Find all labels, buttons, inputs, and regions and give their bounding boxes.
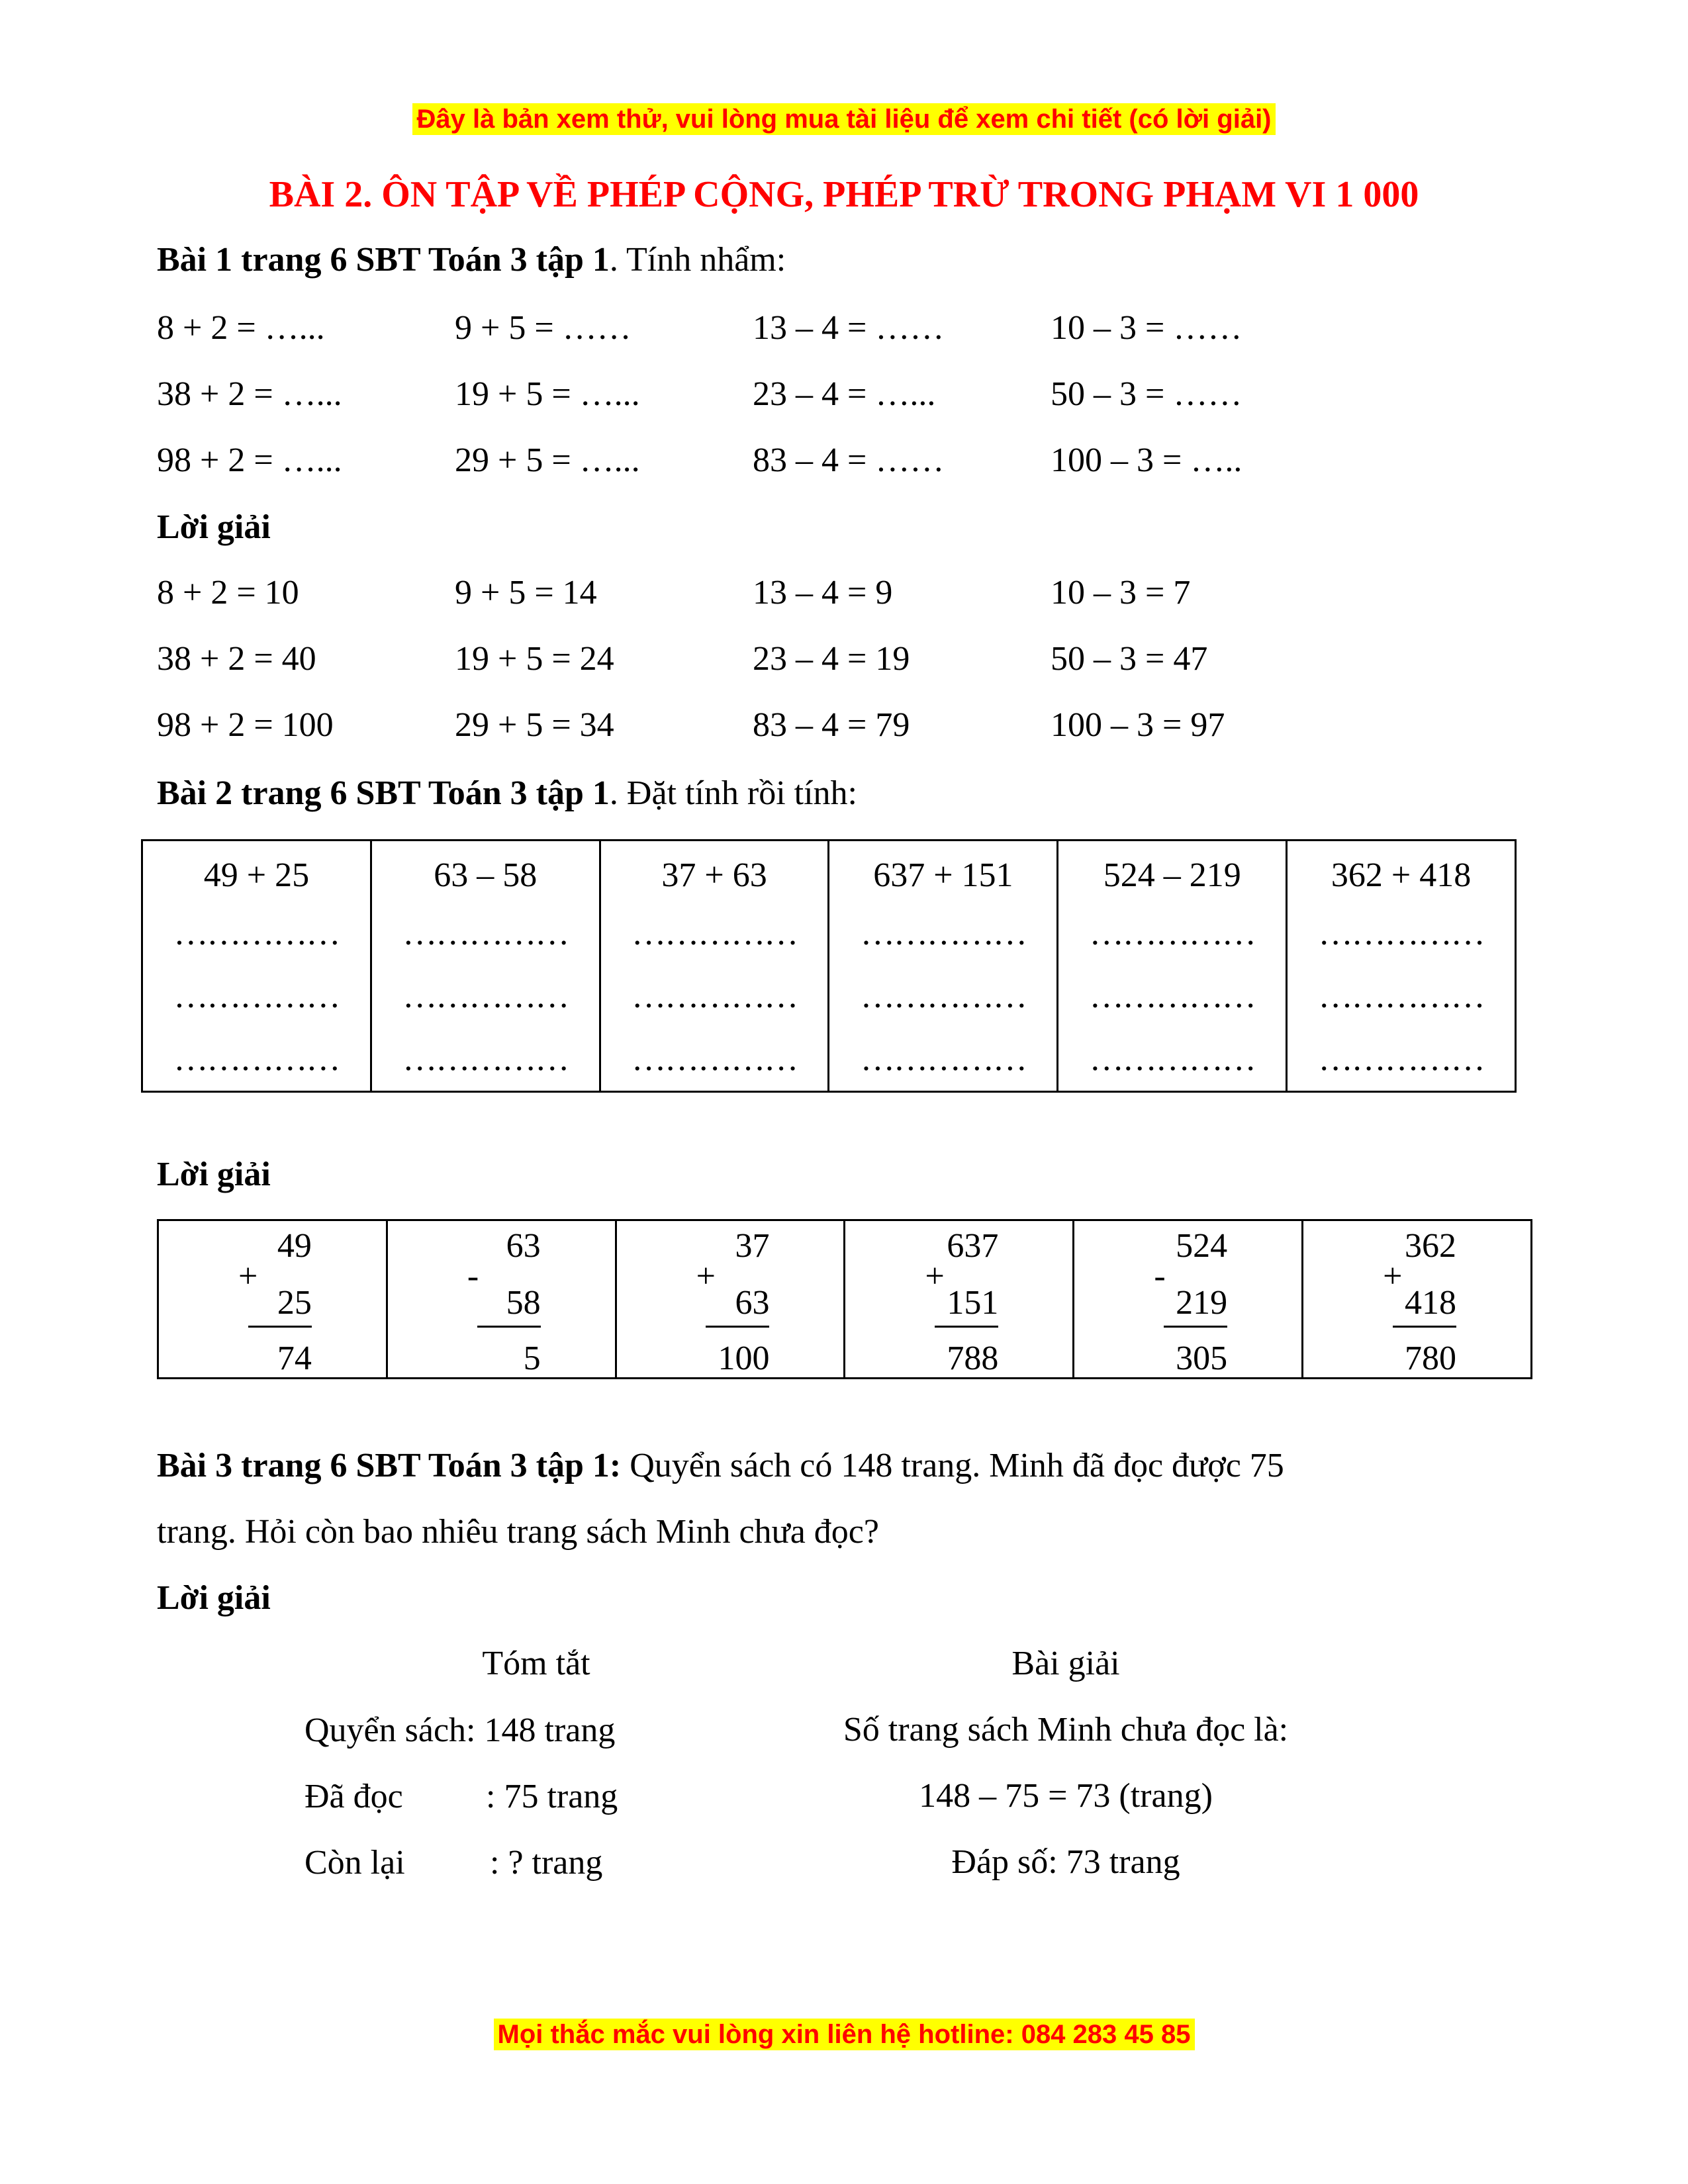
- ex1-answer: 50 – 3 = 47: [1051, 640, 1208, 678]
- ex2-cell: [829, 841, 1058, 1092]
- ex3-heading-bold: Bài 3 trang 6 SBT Toán 3 tập 1:: [157, 1447, 622, 1484]
- ex1-cell: 100 – 3 = …..: [1051, 441, 1243, 479]
- solution-line: Số trang sách Minh chưa đọc là:: [843, 1711, 1289, 1749]
- dots-line: ……………: [173, 978, 340, 1015]
- dots-line: ……………: [402, 1040, 569, 1078]
- ex1-heading-rest: . Tính nhẩm:: [609, 241, 786, 279]
- ex2-expression: 524 – 219: [1103, 856, 1241, 894]
- dots-line: ……………: [860, 915, 1026, 952]
- operator-sign: -: [1154, 1257, 1166, 1295]
- ex2-solution-table: [157, 1219, 1532, 1379]
- ex3-solution-label: Lời giải: [157, 1579, 271, 1617]
- result: 780: [1405, 1340, 1456, 1377]
- ex2-expression: 63 – 58: [434, 856, 538, 894]
- hotline-text: Mọi thắc mắc vui lòng xin liên hệ hotline: 084 283 45 85: [494, 2019, 1195, 2050]
- result: 788: [947, 1340, 999, 1377]
- operand-bottom: 58: [506, 1284, 541, 1322]
- summary-value: : ? trang: [490, 1844, 603, 1882]
- dots-line: ……………: [402, 978, 569, 1015]
- dots-line: ……………: [1318, 915, 1484, 952]
- ex2-cell: [600, 841, 829, 1092]
- ex1-answer: 23 – 4 = 19: [753, 640, 910, 678]
- ex2-expression: 362 + 418: [1331, 856, 1472, 894]
- ex1-row: [157, 441, 1481, 487]
- ex2-solution-cell: [1303, 1220, 1532, 1379]
- ex1-cell: 38 + 2 = …...: [157, 375, 342, 413]
- ex2-expression: 637 + 151: [873, 856, 1013, 894]
- result: 5: [523, 1340, 541, 1377]
- operand-top: 524: [1176, 1227, 1228, 1265]
- sum-rule: [477, 1326, 541, 1328]
- sum-rule: [1164, 1326, 1227, 1328]
- ex1-cell: 19 + 5 = …...: [455, 375, 640, 413]
- summary-value: : 148 trang: [466, 1711, 616, 1749]
- summary-label: Đã đọc: [305, 1778, 403, 1815]
- ex2-heading: [157, 773, 857, 814]
- ex2-solution-cell: [158, 1220, 387, 1379]
- result: 74: [277, 1340, 312, 1377]
- operand-bottom: 25: [277, 1284, 312, 1322]
- ex1-row: [157, 308, 1481, 355]
- operand-bottom: 219: [1176, 1284, 1228, 1322]
- dots-line: ……………: [860, 978, 1026, 1015]
- ex2-heading-rest: . Đặt tính rồi tính:: [609, 774, 858, 812]
- ex1-answer: 83 – 4 = 79: [753, 706, 910, 744]
- sum-rule: [248, 1326, 312, 1328]
- ex2-solution-cell: [845, 1220, 1074, 1379]
- ex1-answer: 13 – 4 = 9: [753, 574, 893, 612]
- ex2-heading-bold: Bài 2 trang 6 SBT Toán 3 tập 1: [157, 774, 610, 812]
- ex1-answer: 29 + 5 = 34: [455, 706, 614, 744]
- dots-line: ……………: [173, 1040, 340, 1078]
- sum-rule: [1393, 1326, 1456, 1328]
- ex1-answer: 19 + 5 = 24: [455, 640, 614, 678]
- ex2-solution-label: Lời giải: [157, 1156, 271, 1193]
- dots-line: ……………: [1089, 978, 1255, 1015]
- operand-top: 63: [506, 1227, 541, 1265]
- summary-label: Còn lại: [305, 1844, 405, 1882]
- ex1-cell: 9 + 5 = ……: [455, 309, 632, 347]
- operand-top: 637: [947, 1227, 999, 1265]
- ex1-solution-label: Lời giải: [157, 508, 271, 546]
- dots-line: ……………: [402, 915, 569, 952]
- ex1-answer-row: [157, 639, 1481, 686]
- operand-bottom: 418: [1405, 1284, 1456, 1322]
- summary-row: [305, 1843, 602, 1884]
- dots-line: ……………: [1089, 915, 1255, 952]
- ex1-answer: 98 + 2 = 100: [157, 706, 334, 744]
- ex1-answer: 100 – 3 = 97: [1051, 706, 1225, 744]
- preview-notice: [0, 105, 1688, 134]
- preview-notice-text: Đây là bản xem thử, vui lòng mua tài liệu để xem chi tiết (có lời giải): [412, 103, 1275, 135]
- ex3-heading: [157, 1445, 1284, 1486]
- ex1-answer-row: [157, 573, 1481, 619]
- ex1-cell: 8 + 2 = …...: [157, 309, 325, 347]
- operand-top: 37: [735, 1227, 770, 1265]
- ex1-answer: 10 – 3 = 7: [1051, 574, 1191, 612]
- ex2-expression: 37 + 63: [661, 856, 767, 894]
- ex1-row: [157, 375, 1481, 421]
- operator-sign: +: [238, 1257, 258, 1295]
- ex1-heading: [157, 240, 786, 281]
- operand-bottom: 63: [735, 1284, 770, 1322]
- dots-line: ……………: [173, 915, 340, 952]
- summary-row: [305, 1776, 618, 1817]
- solution-title: Bài giải: [1011, 1645, 1120, 1682]
- page-title: BÀI 2. ÔN TẬP VỀ PHÉP CỘNG, PHÉP TRỪ TRONG PHẠM VI 1 000: [269, 174, 1419, 215]
- result: 100: [718, 1340, 770, 1377]
- ex2-cell: [371, 841, 600, 1092]
- ex1-cell: 83 – 4 = ……: [753, 441, 945, 479]
- operator-sign: +: [696, 1257, 716, 1295]
- dots-line: ……………: [632, 978, 798, 1015]
- ex1-cell: 50 – 3 = ……: [1051, 375, 1243, 413]
- dots-line: ……………: [632, 1040, 798, 1078]
- result: 305: [1176, 1340, 1228, 1377]
- operator-sign: +: [925, 1257, 945, 1295]
- ex3-heading-line2: trang. Hỏi còn bao nhiêu trang sách Minh chưa đọc?: [157, 1513, 879, 1551]
- ex2-cell: [1287, 841, 1516, 1092]
- dots-line: ……………: [1318, 978, 1484, 1015]
- ex2-exercise-table: [141, 839, 1517, 1093]
- ex1-heading-bold: Bài 1 trang 6 SBT Toán 3 tập 1: [157, 241, 610, 279]
- ex1-cell: 10 – 3 = ……: [1051, 309, 1243, 347]
- ex2-cell: [142, 841, 371, 1092]
- dots-line: ……………: [1318, 1040, 1484, 1078]
- ex3-heading-rest: Quyển sách có 148 trang. Minh đã đọc được 75: [621, 1447, 1284, 1484]
- summary-label: Quyển sách: [305, 1711, 467, 1749]
- ex1-answer-row: [157, 705, 1481, 752]
- operator-sign: -: [467, 1257, 479, 1295]
- ex1-cell: 98 + 2 = …...: [157, 441, 342, 479]
- operator-sign: +: [1383, 1257, 1403, 1295]
- operand-bottom: 151: [947, 1284, 999, 1322]
- dots-line: ……………: [632, 915, 798, 952]
- ex1-answer: 8 + 2 = 10: [157, 574, 299, 612]
- summary-title: Tóm tắt: [482, 1645, 590, 1682]
- ex2-expression: 49 + 25: [203, 856, 310, 894]
- summary-row: [305, 1710, 615, 1751]
- ex1-answer: 9 + 5 = 14: [455, 574, 597, 612]
- ex2-solution-cell: [387, 1220, 616, 1379]
- sum-rule: [935, 1326, 998, 1328]
- summary-value: : 75 trang: [486, 1778, 618, 1815]
- solution-line: 148 – 75 = 73 (trang): [919, 1777, 1213, 1815]
- ex1-cell: 29 + 5 = …...: [455, 441, 640, 479]
- dots-line: ……………: [860, 1040, 1026, 1078]
- ex2-solution-cell: [1074, 1220, 1303, 1379]
- ex2-cell: [1058, 841, 1287, 1092]
- hotline-notice: [0, 2020, 1688, 2050]
- ex1-cell: 13 – 4 = ……: [753, 309, 945, 347]
- sum-rule: [706, 1326, 769, 1328]
- solution-line: Đáp số: 73 trang: [951, 1843, 1180, 1881]
- ex2-solution-cell: [616, 1220, 845, 1379]
- ex1-answer: 38 + 2 = 40: [157, 640, 316, 678]
- operand-top: 49: [277, 1227, 312, 1265]
- operand-top: 362: [1405, 1227, 1456, 1265]
- ex1-cell: 23 – 4 = …...: [753, 375, 936, 413]
- dots-line: ……………: [1089, 1040, 1255, 1078]
